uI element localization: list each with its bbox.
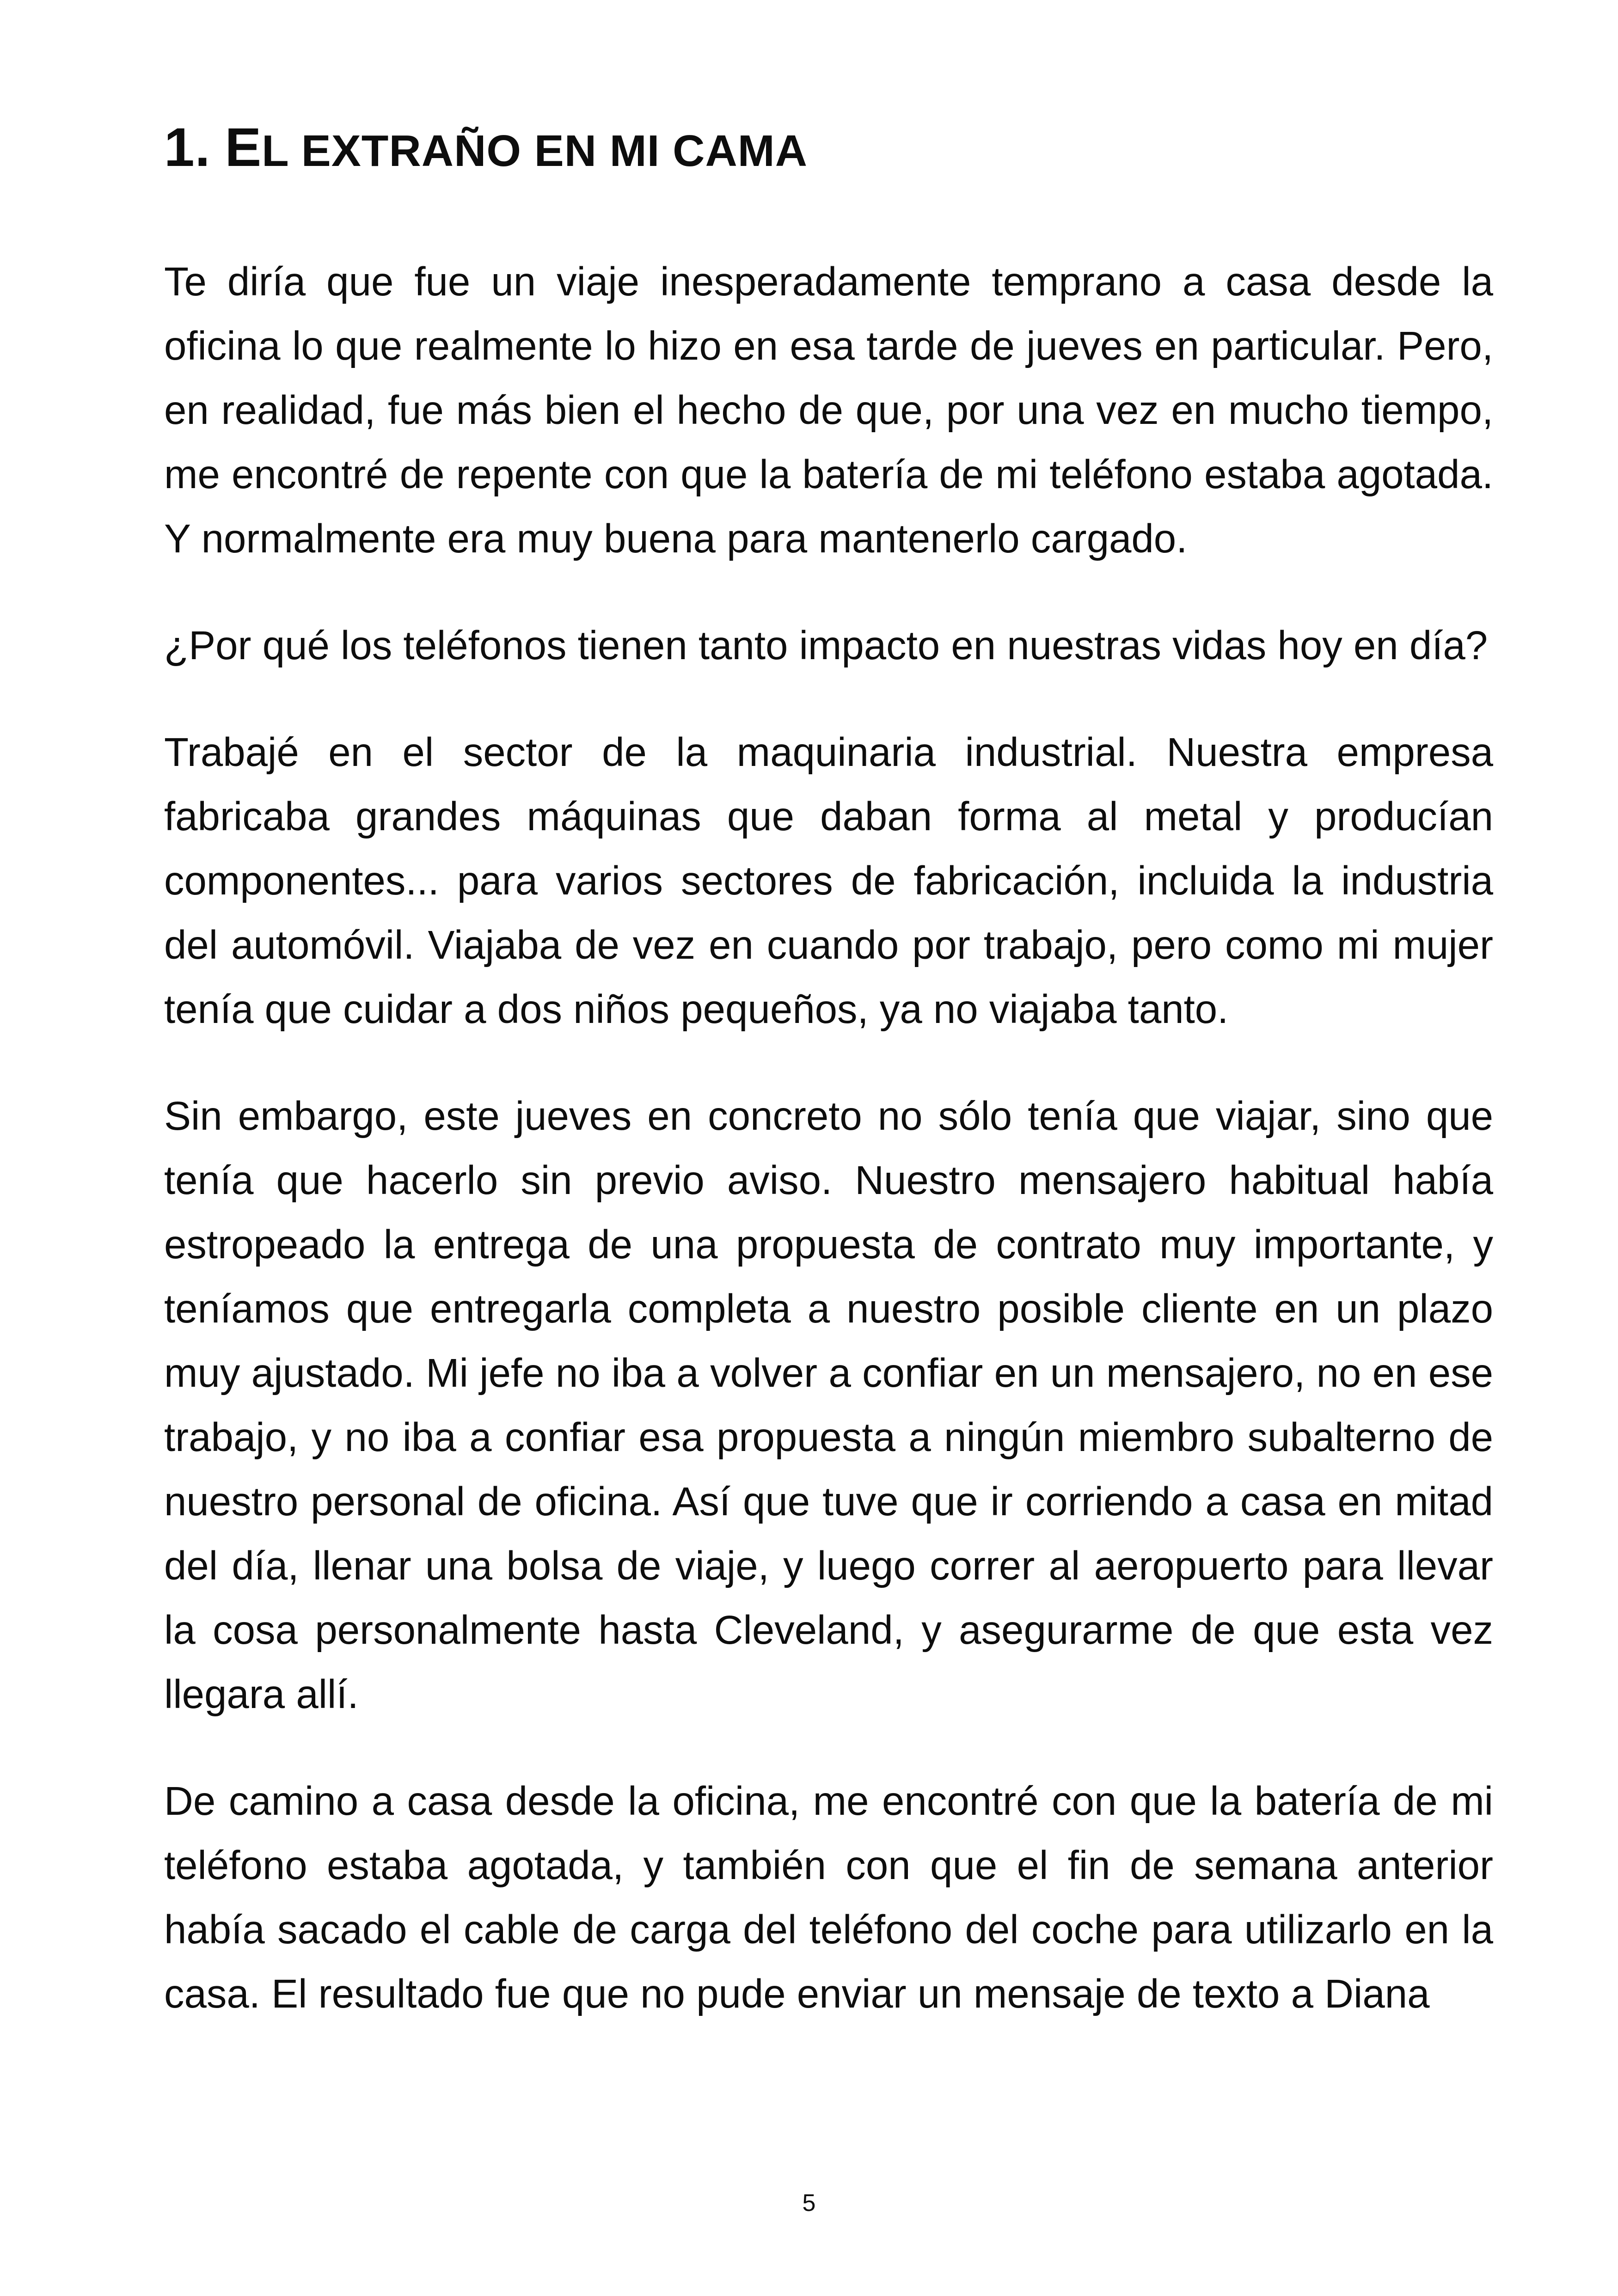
chapter-title-initial: E (225, 117, 262, 178)
chapter-title-rest: L EXTRAÑO EN MI CAMA (262, 126, 808, 176)
chapter-body (164, 250, 1493, 2069)
paragraph-3: Trabajé en el sector de la maquinaria industrial. Nuestra empresa fabricaba grandes máquinas que daban forma al metal y producían componentes... para varios sectores de fabricación, incluida la industria del automóvil. Viajaba de vez en cuando por trabajo, pero como mi mujer tenía que cuidar a dos niños pequeños, ya no viajaba tanto. (164, 730, 1493, 1032)
chapter-number: 1. (164, 117, 211, 178)
chapter-title (164, 118, 808, 178)
page-number: 5 (802, 2190, 816, 2216)
paragraph-2: ¿Por qué los teléfonos tienen tanto impacto en nuestras vidas hoy en día? (164, 623, 1488, 668)
paragraph-1: Te diría que fue un viaje inesperadamente temprano a casa desde la oficina lo que realmente lo hizo en esa tarde de jueves en particular. Pero, en realidad, fue más bien el hecho de que, por una vez en mucho tiempo, me encontré de repente con que la batería de mi teléfono estaba agotada. Y normalmente era muy buena para mantenerlo cargado. (164, 259, 1493, 561)
paragraph-4: Sin embargo, este jueves en concreto no sólo tenía que viajar, sino que tenía que hacerlo sin previo aviso. Nuestro mensajero habitual había estropeado la entrega de una propuesta de contrato muy importante, y teníamos que entregarla completa a nuestro posible cliente en un plazo muy ajustado. Mi jefe no iba a volver a confiar en un mensajero, no en ese trabajo, y no iba a confiar esa propuesta a ningún miembro subalterno de nuestro personal de oficina. Así que tuve que ir corriendo a casa en mitad del día, llenar una bolsa de viaje, y luego correr al aeropuerto para llevar la cosa personalmente hasta Cleveland, y asegurarme de que esta vez llegara allí. (164, 1094, 1493, 1717)
paragraph-5: De camino a casa desde la oficina, me encontré con que la batería de mi teléfono estaba agotada, y también con que el fin de semana anterior había sacado el cable de carga del teléfono del coche para utilizarlo en la casa. El resultado fue que no pude enviar un mensaje de texto a Diana (164, 1779, 1493, 2016)
